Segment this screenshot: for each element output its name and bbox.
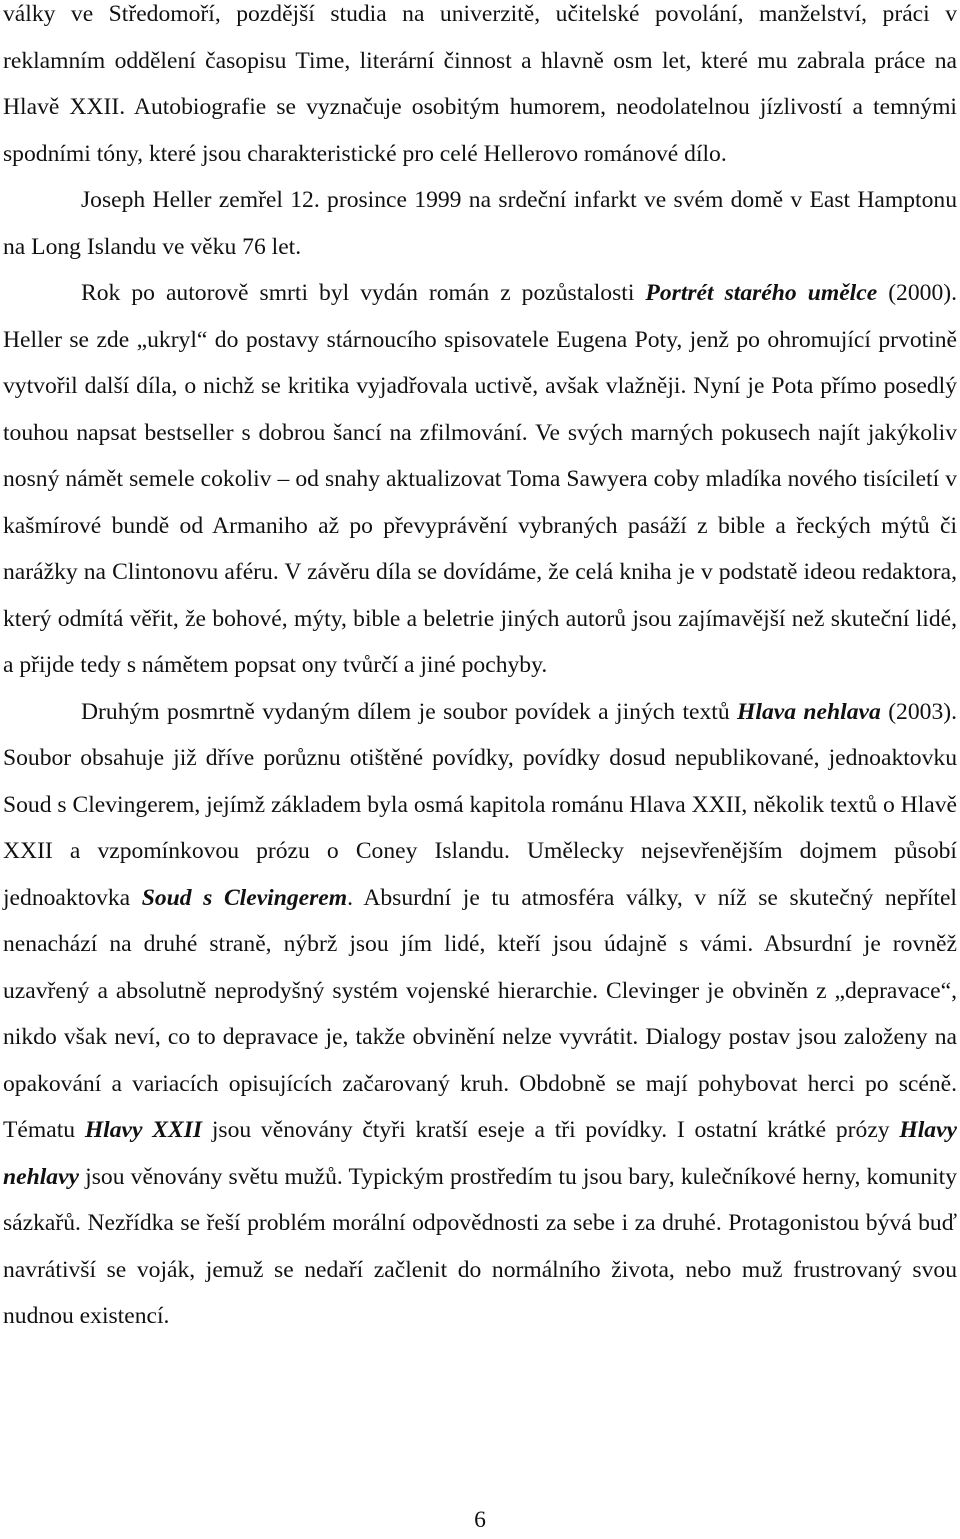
paragraph-death [3,177,957,270]
paragraph-text: (2000). Heller se zde „ukryl“ do postavy stárnoucího spisovatele Eugena Poty, jenž po ohromující prvotině vytvořil další díla, o nichž se kritika vyjadřovala uctivě, avšak vlažněji. Nyní je Pota přímo posedlý touhou napsat bestseller s dobrou šancí na zfilmování. Ve svých marných pokusech najít jakýkoliv nosný námět semele cokoliv – od snahy aktualizovat Toma Sawyera coby mladíka nového tisíciletí v kašmírové bundě od Armaniho až po převyprávění vybraných pasáží z bible a řeckých mýtů či narážky na Clintonovu aféru. V závěru díla se dovídáme, že celá kniha je v podstatě ideou redaktora, který odmítá věřit, že bohové, mýty, bible a beletrie jiných autorů jsou zajímavější než skuteční lidé, a přijde tedy s námětem popsat ony tvůrčí a jiné pochyby. [3,280,957,678]
play-title-soud: Soud s Clevingerem [141,884,348,911]
paragraph-text: jsou věnovány světu mužů. Typickým prostředím tu jsou bary, kulečníkové herny, komunity sázkařů. Nezřídka se řeší problém morální odpovědnosti za sebe i za druhé. Protagonistou bývá buď navrátivší se voják, jemuž se nedaří začlenit do normálního života, nebo muž frustrovaný svou nudnou existencí. [3,1163,957,1329]
book-title-hlavy-nehlavy: Hlavy nehlavy [3,1117,958,1190]
paragraph-text: války ve Středomoří, pozdější studia na univerzitě, učitelské povolání, manželství, práci v reklamním oddělení časopisu Time, literární činnost a hlavně osm let, které mu zabrala práce na Hlavě XXII. Autobiografie se vyznačuje osobitým humorem, neodolatelnou jízlivostí a temnými spodními tóny, které jsou charakteristické pro celé Hellerovo románové dílo. [3,1,957,167]
page-number: 6 [474,1507,486,1533]
book-title-hlavy-xxii: Hlavy XXII [84,1117,203,1143]
paragraph-text: Druhým posmrtně vydaným dílem je soubor povídek a jiných textů [81,698,738,725]
paragraph-text: Joseph Heller zemřel 12. prosince 1999 na srdeční infarkt ve svém domě v East Hamptonu na Long Islandu ve věku 76 let. [3,187,957,260]
book-title-portret: Portrét starého umělce [645,280,878,306]
paragraph-portrait-novel [3,270,957,689]
paragraph-text: Rok po autorově smrti byl vydán román z pozůstalosti [81,280,646,306]
paragraph-text: jsou věnovány čtyři kratší eseje a tři povídky. I ostatní krátké prózy [202,1117,900,1143]
paragraph-hlava-nehlava [3,689,957,1340]
paragraph-text: . Absurdní je tu atmosféra války, v níž se skutečný nepřítel nenachází na druhé straně, nýbrž jsou jím lidé, kteří jsou údajně s vámi. Absurdní je rovněž uzavřený a absolutně neprodyšný systém vojenské hierarchie. Clevinger je obviněn z „depravace“, nikdo však neví, co to depravace je, takže obvinění nelze vyvrátit. Dialogy postav jsou založeny na opakování a variacích opisujících začarovaný kruh. Obdobně se mají pohybovat herci po scéně. Tématu [3,884,957,1143]
paragraph-text: (2003). Soubor obsahuje již dříve porůznu otištěné povídky, povídky dosud nepublikované, jednoaktovku Soud s Clevingerem, jejímž základem byla osmá kapitola románu Hlava XXII, několik textů o Hlavě XXII a vzpomínkovou prózu o Coney Islandu. Umělecky nejsevřenějším dojmem působí jednoaktovka [3,698,957,911]
book-title-hlava-nehlava: Hlava nehlava [737,698,881,725]
document-page [3,0,957,1340]
paragraph-autobiography [3,0,957,177]
